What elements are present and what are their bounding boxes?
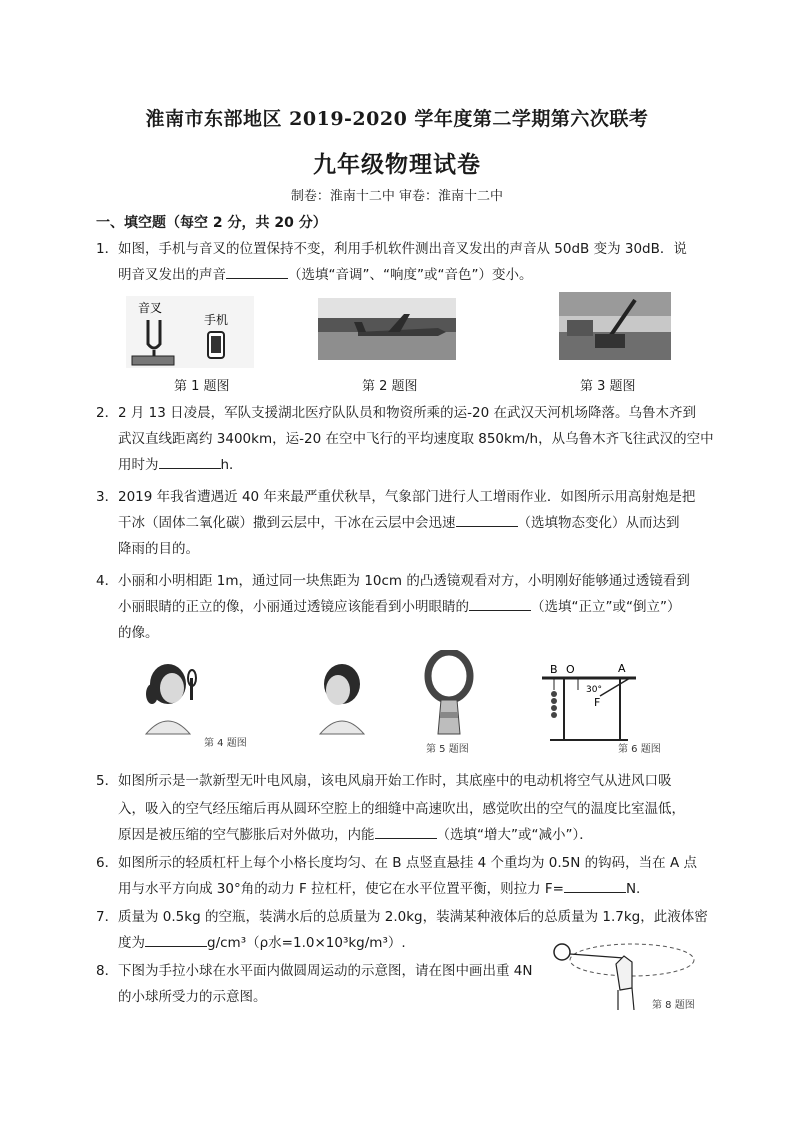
question-3-line2 bbox=[118, 510, 680, 536]
figure-1-image bbox=[126, 296, 254, 368]
exam-makers: 制卷：淮南十二中 审卷：淮南十二中 bbox=[290, 189, 504, 204]
question-7 bbox=[96, 904, 708, 930]
question-text: 的小球所受力的示意图。 bbox=[118, 989, 267, 1005]
question-number: 4． bbox=[96, 573, 119, 589]
phone-label: 手机 bbox=[204, 313, 229, 327]
question-3 bbox=[96, 484, 696, 510]
figure-2-image bbox=[318, 298, 456, 360]
question-8-line2 bbox=[118, 984, 267, 1010]
section-fill-in-blank: 一、填空题（每空 2 分，共 20 分） bbox=[96, 215, 327, 231]
answer-blank[interactable] bbox=[226, 264, 288, 279]
question-text: 度为 bbox=[118, 935, 145, 951]
question-text: 用时为 bbox=[118, 457, 159, 473]
question-5 bbox=[96, 768, 672, 794]
figure-8-caption: 第 8 题图 bbox=[652, 1000, 695, 1011]
question-4 bbox=[96, 568, 690, 594]
question-1 bbox=[96, 236, 687, 262]
figure-6-caption: 第 6 题图 bbox=[618, 744, 661, 755]
answer-blank[interactable] bbox=[456, 512, 518, 527]
question-text: 降雨的目的。 bbox=[118, 541, 199, 557]
answer-blank[interactable] bbox=[469, 596, 531, 611]
question-number: 5． bbox=[96, 773, 119, 789]
figure-4-image bbox=[132, 650, 386, 742]
question-4-line3 bbox=[118, 620, 159, 646]
question-text: （选填“音调”、“响度”或“音色”）变小。 bbox=[288, 267, 533, 283]
question-text: 2019 年我省遭遇近 40 年来最严重伏秋旱，气象部门进行人工增雨作业．如图所示用高射炮是把 bbox=[118, 489, 696, 505]
figure-6-image bbox=[530, 660, 640, 744]
figure-5-caption: 第 5 题图 bbox=[426, 744, 469, 755]
question-5-line3 bbox=[118, 822, 593, 848]
question-number: 8． bbox=[96, 963, 119, 979]
lever-label-o: O bbox=[566, 663, 575, 676]
question-1-line2 bbox=[118, 262, 532, 288]
answer-blank[interactable] bbox=[159, 454, 221, 469]
question-text: 小丽和小明相距 1m，通过同一块焦距为 10cm 的凸透镜观看对方，小明刚好能够通过透镜看到 bbox=[118, 573, 690, 589]
question-text: 明音叉发出的声音 bbox=[118, 267, 226, 283]
question-text: h． bbox=[220, 457, 243, 473]
question-number: 3． bbox=[96, 489, 119, 505]
question-text: 用与水平方向成 30°角的动力 F 拉杠杆，使它在水平位置平衡，则拉力 F= bbox=[118, 881, 564, 897]
answer-blank[interactable] bbox=[375, 824, 437, 839]
lever-label-f: F bbox=[594, 696, 601, 709]
exam-title: 淮南市东部地区 2019-2020 学年度第二学期第六次联考 bbox=[145, 108, 649, 130]
exam-subtitle: 九年级物理试卷 bbox=[313, 151, 481, 178]
question-8 bbox=[96, 958, 533, 984]
figure-3-image bbox=[559, 292, 671, 360]
question-2-line3 bbox=[118, 452, 243, 478]
question-text: 小丽眼睛的正立的像，小丽通过透镜应该能看到小明眼睛的 bbox=[118, 599, 469, 615]
question-text: 质量为 0.5kg 的空瓶，装满水后的总质量为 2.0kg，装满某种液体后的总质量为 1.7kg，此液体密 bbox=[118, 909, 708, 925]
question-text: 如图，手机与音叉的位置保持不变，利用手机软件测出音叉发出的声音从 50dB 变为 30dB．说 bbox=[118, 241, 687, 257]
fork-label: 音叉 bbox=[138, 301, 163, 315]
question-text: 下图为手拉小球在水平面内做圆周运动的示意图，请在图中画出重 4N bbox=[118, 963, 533, 979]
question-text: （选填“增大”或“减小”）． bbox=[436, 827, 593, 843]
question-4-line2 bbox=[118, 594, 680, 620]
question-text: N. bbox=[625, 881, 641, 897]
question-text: 的像。 bbox=[118, 625, 159, 641]
question-5-line2 bbox=[118, 796, 685, 822]
lever-label-b: B bbox=[550, 663, 558, 676]
lever-label-a: A bbox=[618, 662, 626, 675]
figure-1-caption: 第 1 题图 bbox=[174, 379, 230, 394]
question-text: g/cm³（ρ水=1.0×10³kg/m³）. bbox=[207, 935, 406, 951]
question-text: （选填“正立”或“倒立”） bbox=[531, 599, 681, 615]
question-7-line2 bbox=[118, 930, 406, 956]
question-text: 干冰（固体二氧化碳）撒到云层中，干冰在云层中会迅速 bbox=[118, 515, 456, 531]
question-text: 原因是被压缩的空气膨胀后对外做功，内能 bbox=[118, 827, 375, 843]
question-6 bbox=[96, 850, 697, 876]
question-text: 如图所示的轻质杠杆上每个小格长度均匀、在 B 点竖直悬挂 4 个重均为 0.5N 的钩码，当在 A 点 bbox=[118, 855, 697, 871]
figure-2-caption: 第 2 题图 bbox=[362, 379, 418, 394]
answer-blank[interactable] bbox=[145, 932, 207, 947]
question-3-line3 bbox=[118, 536, 199, 562]
question-2-line2 bbox=[118, 426, 714, 452]
question-text: 2 月 13 日凌晨，军队支援湖北医疗队队员和物资所乘的运-20 在武汉天河机场降落。乌鲁木齐到 bbox=[118, 405, 696, 421]
question-text: 入，吸入的空气经压缩后再从圆环空腔上的细缝中高速吹出，感觉吹出的空气的温度比室温低， bbox=[118, 801, 685, 817]
question-text: 如图所示是一款新型无叶电风扇，该电风扇开始工作时，其底座中的电动机将空气从进风口吸 bbox=[118, 773, 672, 789]
question-text: 武汉直线距离约 3400km，运-20 在空中飞行的平均速度取 850km/h，从乌鲁木齐飞往武汉的空中 bbox=[118, 431, 714, 447]
question-number: 2． bbox=[96, 405, 119, 421]
question-text: （选填物态变化）从而达到 bbox=[517, 515, 680, 531]
question-2 bbox=[96, 400, 696, 426]
figure-5-image bbox=[424, 650, 474, 738]
lever-angle-label: 30° bbox=[586, 685, 602, 695]
question-number: 7． bbox=[96, 909, 119, 925]
figure-3-caption: 第 3 题图 bbox=[580, 379, 636, 394]
question-number: 6． bbox=[96, 855, 119, 871]
question-6-line2 bbox=[118, 876, 640, 902]
question-number: 1． bbox=[96, 241, 119, 257]
answer-blank[interactable] bbox=[564, 878, 626, 893]
figure-4-caption: 第 4 题图 bbox=[204, 738, 247, 749]
